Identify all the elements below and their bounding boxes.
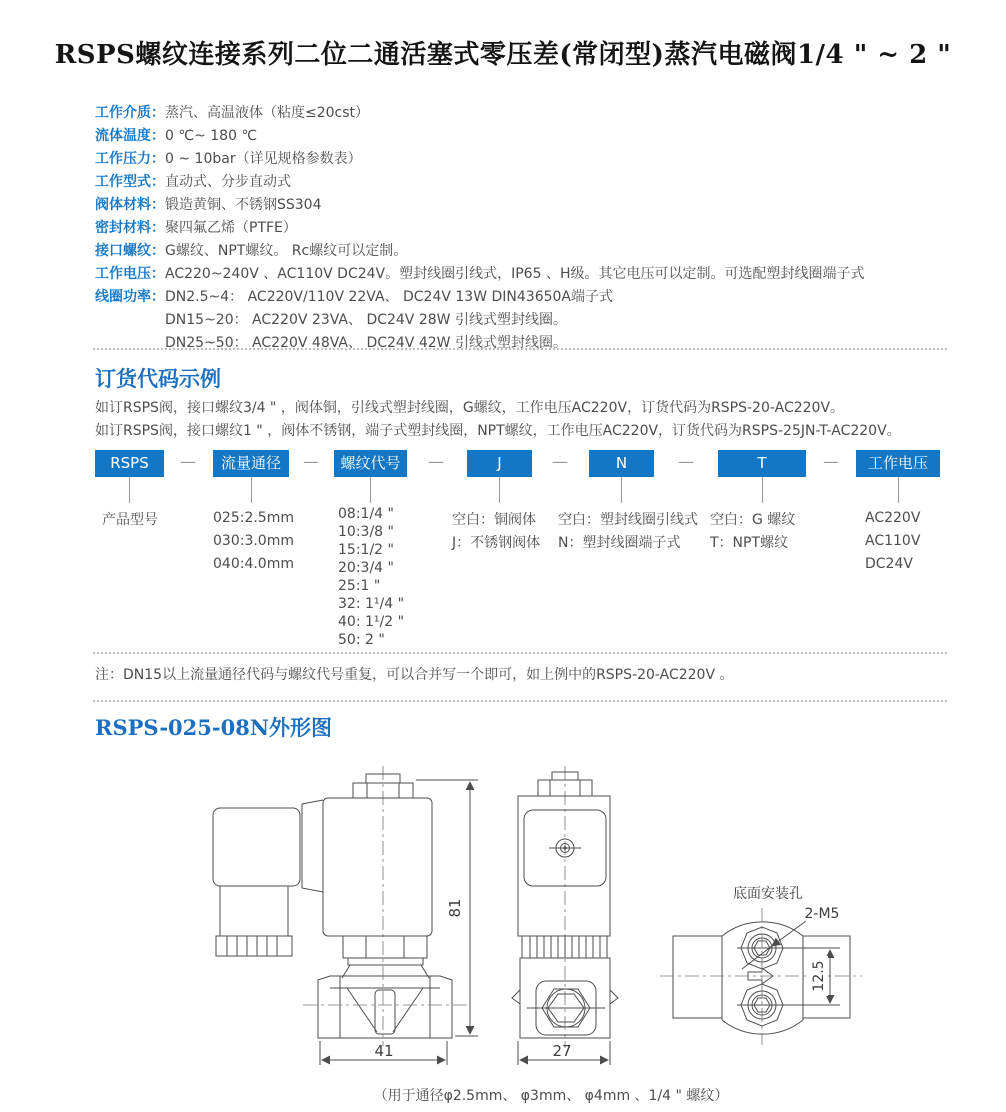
code-option: 空白：塑封线圈引线式	[558, 512, 698, 528]
code-box-thread-type: T	[718, 450, 806, 477]
code-option: 25:1 "	[338, 578, 381, 594]
spec-label: 线圈功率：	[95, 289, 165, 305]
code-option: N：塑封线圈端子式	[558, 535, 681, 551]
spec-label: 工作压力：	[95, 151, 165, 167]
connector-line	[621, 477, 622, 503]
dim-width-41: 41	[374, 1042, 394, 1060]
code-box-thread-code: 螺纹代号	[334, 450, 407, 477]
code-option: 空白：铜阀体	[452, 512, 536, 528]
options-thread-code	[338, 505, 404, 649]
dim-hole-spacing-12.5: 12.5	[811, 960, 827, 992]
ordering-note: 注：DN15以上流量通径代码与螺纹代号重复，可以合并写一个即可，如上例中的RSPS-20-AC220V 。	[95, 667, 734, 683]
code-box-model: RSPS	[95, 450, 164, 477]
spec-value: DN15~20： AC220V 23VA、 DC24V 28W 引线式塑封线圈。	[165, 312, 567, 328]
code-option: 025:2.5mm	[213, 510, 294, 526]
code-option: T：NPT螺纹	[710, 535, 789, 551]
spec-value: 0 ~ 10bar（详见规格参数表）	[165, 151, 362, 167]
dotted-divider	[93, 652, 947, 654]
spec-value: 蒸汽、高温液体（粘度≤20cst）	[165, 105, 370, 121]
code-option: 08:1/4 "	[338, 506, 394, 522]
code-option: AC220V	[865, 510, 921, 526]
code-option: 空白：G 螺纹	[710, 512, 796, 528]
valve-outline-drawing	[0, 758, 1006, 1080]
spec-row	[95, 240, 864, 263]
dim-width-27: 27	[552, 1042, 572, 1060]
connector-line	[499, 477, 500, 503]
code-option: 32: 1¹/4 "	[338, 596, 405, 612]
code-box-body-material: J	[467, 450, 532, 477]
spec-value: 直动式、分步直动式	[165, 174, 291, 190]
bottom-view-title: 底面安装孔	[733, 886, 803, 902]
front-view	[512, 766, 618, 1065]
code-option: 20:3/4 "	[338, 560, 394, 576]
din-connector	[213, 808, 300, 886]
ordering-section-heading: 订货代码示例	[95, 366, 221, 391]
spec-row	[95, 125, 864, 148]
options-flow-size	[213, 507, 294, 576]
dash-separator: —	[552, 452, 568, 471]
code-option: 50: 2 "	[338, 632, 385, 648]
spec-label: 密封材料：	[95, 220, 165, 236]
spec-row	[95, 194, 864, 217]
ordering-example-2: 如订RSPS阀，接口螺纹1 " ，阀体不锈钢，端子式塑封线圈，NPT螺纹，工作电压AC220V，订货代码为RSPS-25JN-T-AC220V。	[95, 423, 901, 439]
dash-separator: —	[678, 452, 694, 471]
spec-row	[95, 171, 864, 194]
options-model	[102, 509, 158, 532]
dim-height-81: 81	[446, 898, 464, 918]
connector-line	[762, 477, 763, 503]
ordering-example-1: 如订RSPS阀，接口螺纹3/4 " ，阀体铜，引线式塑封线圈，G螺纹，工作电压AC220V，订货代码为RSPS-20-AC220V。	[95, 400, 845, 416]
spec-value: 聚四氟乙烯（PTFE）	[165, 220, 297, 236]
spec-label: 流体温度：	[95, 128, 165, 144]
connector-line	[898, 477, 899, 503]
page-title: RSPS螺纹连接系列二位二通活塞式零压差(常闭型)蒸汽电磁阀1/4 " ~ 2 "	[54, 40, 952, 70]
spec-row-continuation	[95, 332, 864, 355]
connector-line	[129, 477, 130, 503]
code-option: AC110V	[865, 533, 921, 549]
connector-line	[251, 477, 252, 503]
spec-label: 接口螺纹：	[95, 243, 165, 259]
dash-separator: —	[428, 452, 444, 471]
spec-label: 阀体材料：	[95, 197, 165, 213]
spec-row	[95, 217, 864, 240]
spec-value: AC220~240V 、AC110V DC24V。塑封线圈引线式，IP65 、H级。其它电压可以定制。可选配塑封线圈端子式	[165, 266, 865, 282]
spec-label: 工作电压：	[95, 266, 165, 282]
spec-label: 工作型式：	[95, 174, 165, 190]
spec-list	[95, 102, 864, 355]
options-coil-type	[558, 509, 698, 555]
drawing-section-heading: RSPS-025-08N外形图	[95, 715, 333, 740]
code-option: 产品型号	[102, 512, 158, 528]
code-box-coil-type: N	[589, 450, 654, 477]
valve-body	[318, 976, 452, 1038]
options-thread-type	[710, 509, 795, 555]
spec-value: 锻造黄铜、不锈钢SS304	[165, 197, 322, 213]
spec-label: 工作介质：	[95, 105, 165, 121]
ordering-code-diagram	[0, 450, 1006, 655]
coil-body	[323, 798, 432, 936]
code-option: 030:3.0mm	[213, 533, 294, 549]
dash-separator: —	[823, 452, 839, 471]
dotted-divider	[93, 700, 947, 702]
spec-row	[95, 102, 864, 125]
side-view	[213, 766, 478, 1065]
connector-line	[370, 477, 371, 503]
spec-value: DN2.5~4： AC220V/110V 22VA、 DC24V 13W DIN43650A端子式	[165, 289, 613, 305]
code-option: 040:4.0mm	[213, 556, 294, 572]
code-option: 15:1/2 "	[338, 542, 394, 558]
spec-row	[95, 148, 864, 171]
bottom-view	[660, 885, 862, 1045]
dash-separator: —	[303, 452, 319, 471]
code-option: 40: 1¹/2 "	[338, 614, 405, 630]
spec-row-continuation	[95, 309, 864, 332]
code-box-voltage: 工作电压	[856, 450, 940, 477]
dotted-divider	[93, 348, 947, 350]
dash-separator: —	[180, 452, 196, 471]
spec-value: 0 ℃~ 180 ℃	[165, 128, 258, 144]
hole-label-2-M5: 2-M5	[804, 906, 840, 922]
spec-row	[95, 286, 864, 309]
code-box-flow-size: 流量通径	[213, 450, 289, 477]
options-body-material	[452, 509, 540, 555]
code-option: DC24V	[865, 556, 913, 572]
spec-value: DN25~50： AC220V 48VA、 DC24V 42W 引线式塑封线圈。	[165, 335, 567, 351]
options-voltage	[865, 507, 920, 576]
spec-row	[95, 263, 864, 286]
spec-value: G螺纹、NPT螺纹。 Rc螺纹可以定制。	[165, 243, 408, 259]
code-option: J：不锈钢阀体	[452, 535, 541, 551]
drawing-caption: （用于通径φ2.5mm、 φ3mm、 φ4mm 、1/4 " 螺纹）	[373, 1088, 729, 1104]
code-option: 10:3/8 "	[338, 524, 394, 540]
